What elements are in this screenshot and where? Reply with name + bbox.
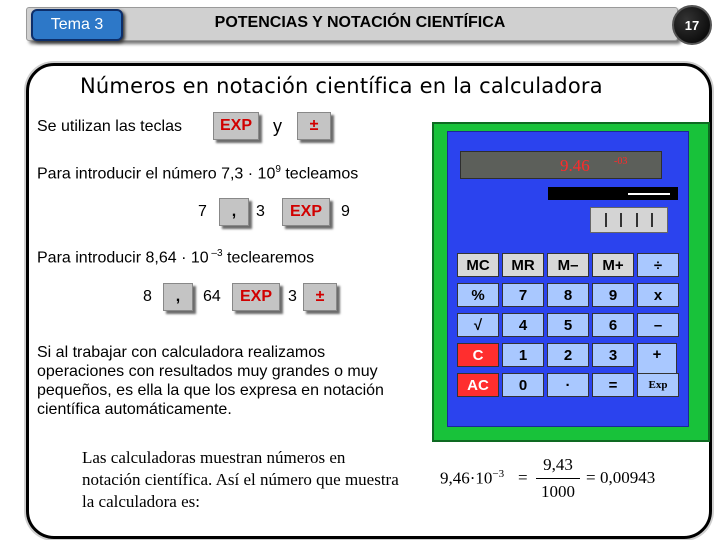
calc-key-plus: + [637, 343, 677, 395]
calc-key-7: 7 [502, 283, 544, 307]
calc-key-mr: MR [502, 253, 544, 277]
calculator-top-switches [590, 207, 668, 233]
calc-key-5: 5 [547, 313, 589, 337]
calc-key-decimal: · [547, 373, 589, 397]
formula-denominator: 1000 [541, 482, 575, 501]
calc-key-c: C [457, 343, 499, 367]
page-number-badge: 17 [672, 5, 712, 45]
formula-equals-2: = [586, 468, 596, 487]
example2-key-comma: , [163, 283, 193, 311]
header-bar [0, 0, 720, 52]
calc-key-multiply: x [637, 283, 679, 307]
calc-key-6: 6 [592, 313, 634, 337]
tema-badge[interactable]: Tema 3 [31, 9, 123, 41]
page-title: Números en notación científica en la calculadora [80, 74, 603, 98]
calc-key-ac: AC [457, 373, 499, 397]
example2-key-3: 3 [288, 288, 297, 305]
header-title: POTENCIAS Y NOTACIÓN CIENTÍFICA [214, 14, 506, 31]
example1-key-7: 7 [198, 203, 207, 220]
calculator-note: Las calculadoras muestran números en notación científica. Así el número que muestra la calculadora es: [82, 448, 399, 511]
plus-minus-key: ± [297, 112, 331, 140]
example2-key-exp: EXP [232, 283, 280, 311]
formula-equals-1: = [518, 468, 528, 487]
example2-text: Para introducir 8,64 · 10 $^{-3}$ teclearemos [37, 248, 315, 267]
example1-text: Para introducir el número $7,3 \cdot 10^9$ tecleamos [37, 164, 359, 183]
exp-key: EXP [213, 112, 259, 140]
example1-key-exp: EXP [282, 198, 330, 226]
calc-key-m-plus: M+ [592, 253, 634, 277]
intro-text: Se utilizan las teclas [37, 118, 182, 135]
calc-key-minus: – [637, 313, 679, 337]
calc-key-0: 0 [502, 373, 544, 397]
example1-key-comma: , [219, 198, 249, 226]
calc-key-equals: = [592, 373, 634, 397]
calc-key-4: 4 [502, 313, 544, 337]
formula-numerator: 9,43 [543, 455, 573, 474]
solar-panel-line [628, 193, 670, 195]
calc-key-8: 8 [547, 283, 589, 307]
auto-notation-paragraph: Si al trabajar con calculadora realizamos operaciones con resultados muy grandes o muy pequeños, es ella la que los expresa en notación científica automáticamente. [37, 344, 384, 418]
calc-key-divide: ÷ [637, 253, 679, 277]
calc-key-percent: % [457, 283, 499, 307]
calc-key-9: 9 [592, 283, 634, 307]
calc-key-3: 3 [592, 343, 634, 367]
example2-key-64: 64 [203, 288, 221, 305]
example2-key-8: 8 [143, 288, 152, 305]
intro-conjunction: y [273, 116, 282, 136]
example1-key-3: 3 [256, 203, 265, 220]
example2-key-plus-minus: ± [303, 283, 337, 311]
calc-key-sqrt: √ [457, 313, 499, 337]
formula-lhs: $9,46\cdot 10^{-3}$ [440, 468, 505, 488]
formula-result: 0,00943 [600, 468, 656, 487]
calc-key-mc: MC [457, 253, 499, 277]
display-exponent: -03 [614, 156, 628, 167]
display-value: 9.46 [560, 156, 590, 175]
calc-key-1: 1 [502, 343, 544, 367]
calc-key-m-minus: M– [547, 253, 589, 277]
calc-key-2: 2 [547, 343, 589, 367]
example1-key-9: 9 [341, 203, 350, 220]
calc-key-exp: Exp [637, 373, 679, 397]
formula-fraction-bar [536, 478, 580, 479]
